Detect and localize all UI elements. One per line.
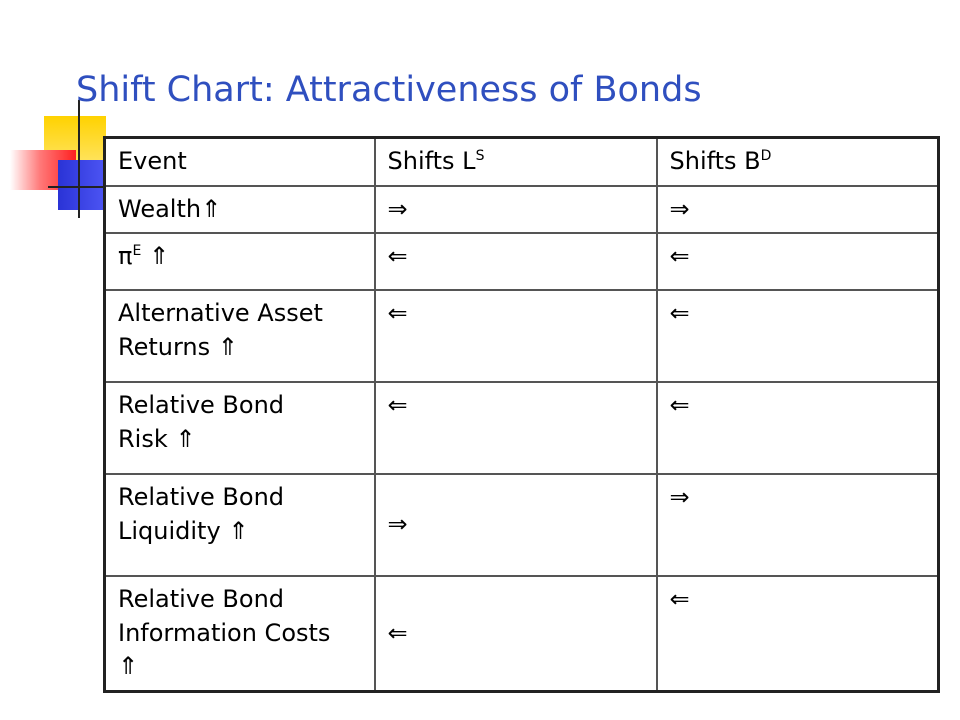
header-bd-label: Shifts B bbox=[669, 147, 761, 175]
table-row bbox=[105, 186, 939, 234]
bd-arrow-icon: ⇒ bbox=[669, 194, 690, 223]
event-label-line2: Liquidity bbox=[118, 516, 221, 545]
ls-shift-cell bbox=[375, 382, 657, 474]
bd-arrow-icon: ⇐ bbox=[669, 585, 690, 614]
ls-arrow-icon: ⇐ bbox=[387, 299, 408, 328]
event-cell bbox=[105, 233, 375, 290]
up-arrow-icon: ⇑ bbox=[118, 652, 139, 681]
bd-arrow-icon: ⇒ bbox=[669, 483, 690, 512]
up-arrow-icon: ⇑ bbox=[217, 332, 238, 361]
header-event-label: Event bbox=[118, 147, 187, 175]
table-row bbox=[105, 290, 939, 382]
bd-arrow-icon: ⇐ bbox=[669, 299, 690, 328]
event-cell bbox=[105, 474, 375, 576]
bd-shift-cell bbox=[657, 382, 939, 474]
ls-arrow-icon: ⇐ bbox=[387, 618, 408, 647]
table-header-row bbox=[105, 138, 939, 186]
header-shifts-ls bbox=[375, 138, 657, 186]
table-row bbox=[105, 474, 939, 576]
ls-arrow-icon: ⇒ bbox=[387, 510, 408, 539]
shift-chart-table bbox=[103, 136, 940, 693]
ls-shift-cell bbox=[375, 474, 657, 576]
bd-shift-cell bbox=[657, 576, 939, 691]
ls-arrow-icon: ⇐ bbox=[387, 391, 408, 420]
bd-arrow-icon: ⇐ bbox=[669, 391, 690, 420]
bd-shift-cell bbox=[657, 474, 939, 576]
event-label-line2: Information Costs bbox=[118, 618, 331, 647]
event-label: Relative Bond bbox=[118, 391, 285, 420]
header-ls-label: Shifts L bbox=[387, 147, 476, 175]
header-ls-superscript: S bbox=[475, 148, 485, 164]
event-label: Wealth bbox=[118, 194, 202, 223]
header-event bbox=[105, 138, 375, 186]
table-row bbox=[105, 576, 939, 691]
header-bd-superscript: D bbox=[760, 148, 772, 164]
header-shifts-bd bbox=[657, 138, 939, 186]
ls-shift-cell bbox=[375, 186, 657, 234]
ls-arrow-icon: ⇐ bbox=[387, 242, 408, 271]
ls-shift-cell bbox=[375, 290, 657, 382]
event-label: Relative Bond bbox=[118, 585, 285, 614]
up-arrow-icon: ⇑ bbox=[148, 242, 170, 271]
event-label: π bbox=[118, 242, 133, 271]
ls-shift-cell bbox=[375, 576, 657, 691]
event-label: Relative Bond bbox=[118, 483, 285, 512]
up-arrow-icon: ⇑ bbox=[228, 516, 249, 545]
bd-shift-cell bbox=[657, 233, 939, 290]
slide-title: Shift Chart: Attractiveness of Bonds bbox=[76, 70, 702, 110]
event-cell bbox=[105, 576, 375, 691]
ls-shift-cell bbox=[375, 233, 657, 290]
event-cell bbox=[105, 290, 375, 382]
table-row bbox=[105, 233, 939, 290]
up-arrow-icon: ⇑ bbox=[175, 424, 196, 453]
ls-arrow-icon: ⇒ bbox=[387, 194, 408, 223]
event-superscript: E bbox=[132, 243, 142, 260]
bd-shift-cell bbox=[657, 186, 939, 234]
table-row bbox=[105, 382, 939, 474]
event-label-line2: Returns bbox=[118, 332, 211, 361]
event-cell bbox=[105, 382, 375, 474]
event-label: Alternative Asset bbox=[118, 299, 323, 328]
up-arrow-icon: ⇑ bbox=[201, 194, 222, 223]
event-label-line2: Risk bbox=[118, 424, 168, 453]
decorative-vertical-line bbox=[78, 100, 80, 218]
event-cell bbox=[105, 186, 375, 234]
bd-arrow-icon: ⇐ bbox=[669, 242, 690, 271]
bd-shift-cell bbox=[657, 290, 939, 382]
